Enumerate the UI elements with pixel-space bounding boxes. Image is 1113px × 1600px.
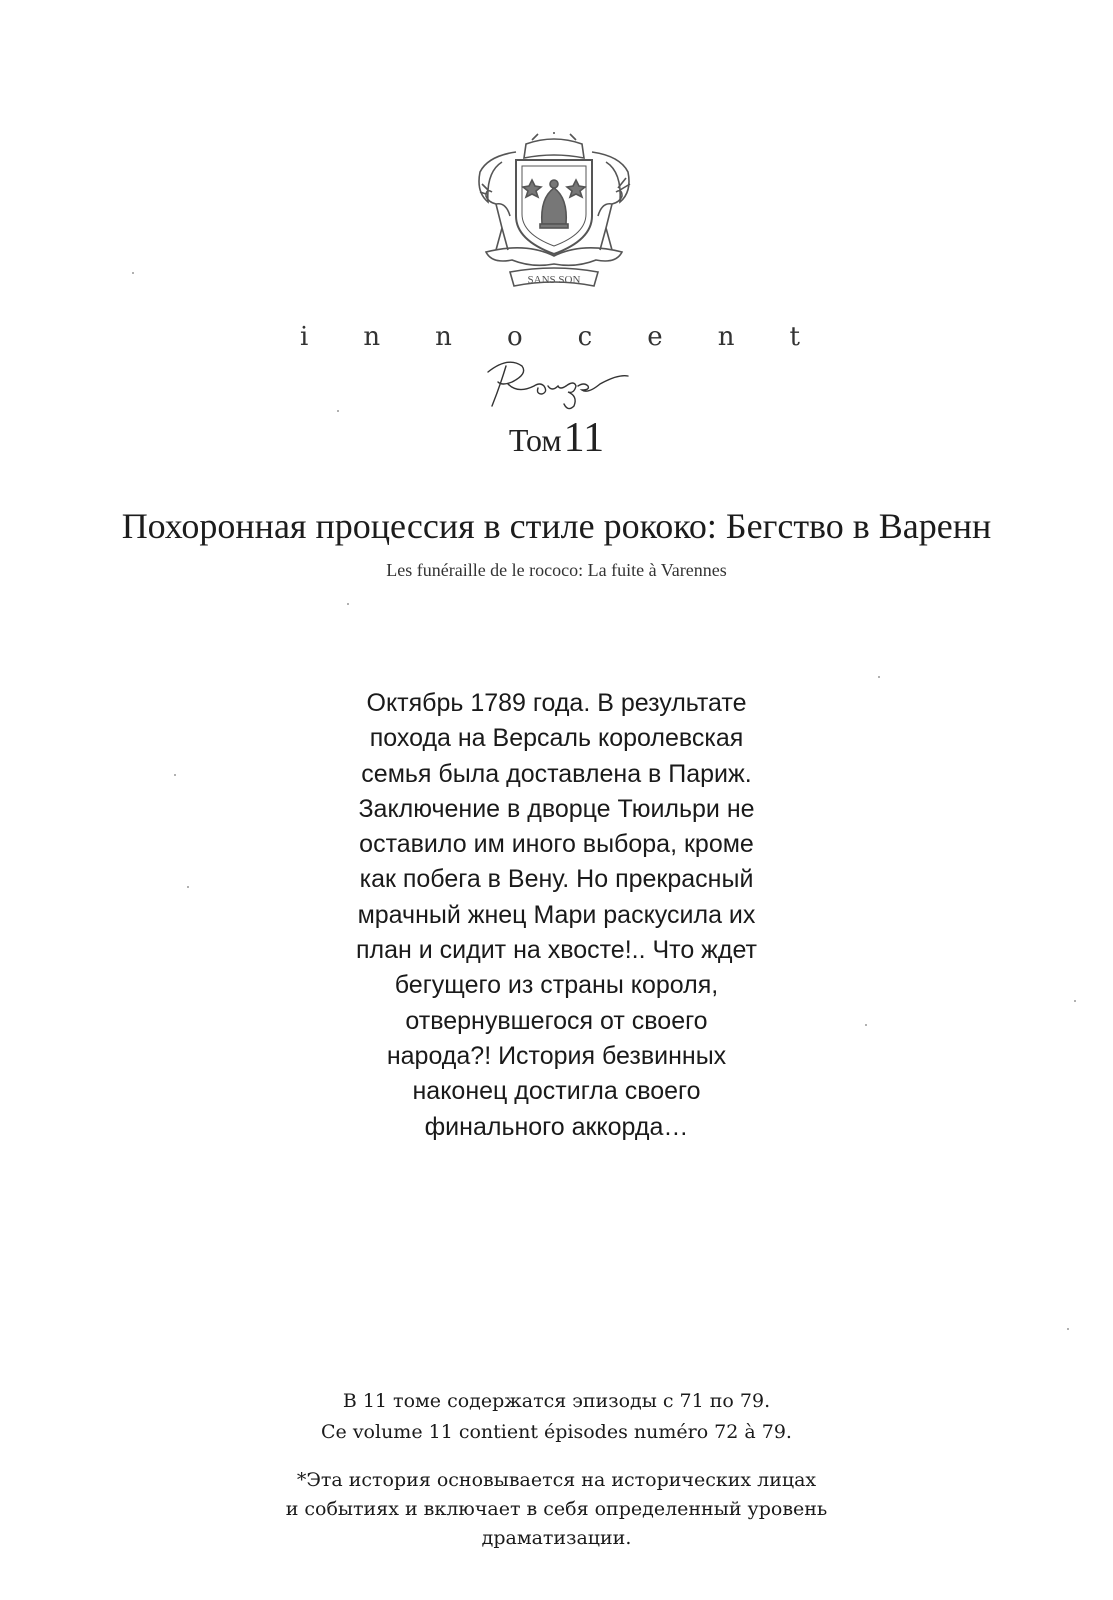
synopsis-line: похода на Версаль королевская bbox=[369, 724, 744, 753]
synopsis-line: мрачный жнец Мари раскусила их bbox=[357, 900, 756, 929]
coat-of-arms-drawing bbox=[466, 132, 642, 300]
synopsis-line: семья была доставлена в Париж. bbox=[361, 759, 752, 788]
series-letter: n bbox=[435, 322, 452, 352]
volume-title-russian: Похоронная процессия в стиле рококо: Бегство в Варенн bbox=[121, 506, 992, 546]
synopsis-text bbox=[290, 686, 823, 1145]
paper-speck bbox=[1074, 1000, 1076, 1002]
series-letter: n bbox=[717, 322, 735, 352]
historical-disclaimer bbox=[0, 1466, 1113, 1553]
paper-speck bbox=[337, 410, 339, 412]
episodes-note-french: Ce volume 11 contient épisodes numéro 72 à 79. bbox=[321, 1421, 792, 1443]
disclaimer-line: драматизации. bbox=[481, 1527, 632, 1549]
episodes-note bbox=[0, 1386, 1113, 1448]
disclaimer-line: и событиях и включает в себя определенный уровень bbox=[285, 1498, 828, 1520]
coat-of-arms-emblem bbox=[466, 132, 642, 300]
synopsis-line: отвернувшегося от своего bbox=[405, 1006, 708, 1035]
series-letter: c bbox=[577, 322, 593, 352]
crest-motto: SANS SON bbox=[527, 274, 581, 286]
volume-label bbox=[0, 414, 1113, 462]
synopsis-line: финального аккорда… bbox=[424, 1112, 689, 1141]
synopsis-line: Октябрь 1789 года. В результате bbox=[366, 689, 747, 717]
rouge-script-logo bbox=[478, 352, 638, 416]
synopsis-line: оставило им иного выбора, кроме bbox=[359, 830, 754, 859]
series-letter: o bbox=[506, 322, 523, 352]
synopsis-line: бегущего из страны короля, bbox=[394, 971, 719, 1000]
paper-speck bbox=[878, 676, 880, 678]
synopsis-line: Заключение в дворце Тюильри не bbox=[358, 794, 755, 823]
series-letter: i bbox=[300, 322, 309, 352]
series-letter: n bbox=[363, 322, 381, 352]
volume-number: 11 bbox=[563, 415, 605, 461]
volume-word: Том bbox=[508, 422, 562, 458]
volume-title-french: Les funéraille de le rococo: La fuite à Varennes bbox=[386, 560, 727, 580]
series-letter: t bbox=[789, 322, 800, 352]
synopsis-line: план и сидит на хвосте!.. Что ждет bbox=[355, 936, 758, 965]
synopsis-line: как побега в Вену. Но прекрасный bbox=[359, 865, 754, 894]
series-letter: e bbox=[647, 322, 663, 352]
paper-speck bbox=[1067, 1328, 1069, 1330]
synopsis-line: народа?! История безвинных bbox=[386, 1041, 727, 1070]
paper-speck bbox=[347, 603, 349, 605]
disclaimer-line: *Эта история основывается на исторических лицах bbox=[296, 1469, 817, 1491]
paper-speck bbox=[865, 1024, 867, 1026]
episodes-note-russian: В 11 томе содержатся эпизоды с 71 по 79. bbox=[342, 1390, 771, 1412]
paper-speck bbox=[174, 774, 176, 776]
paper-speck bbox=[132, 272, 134, 274]
series-title bbox=[300, 322, 800, 352]
paper-speck bbox=[187, 886, 189, 888]
synopsis-line: наконец достигла своего bbox=[412, 1077, 701, 1106]
